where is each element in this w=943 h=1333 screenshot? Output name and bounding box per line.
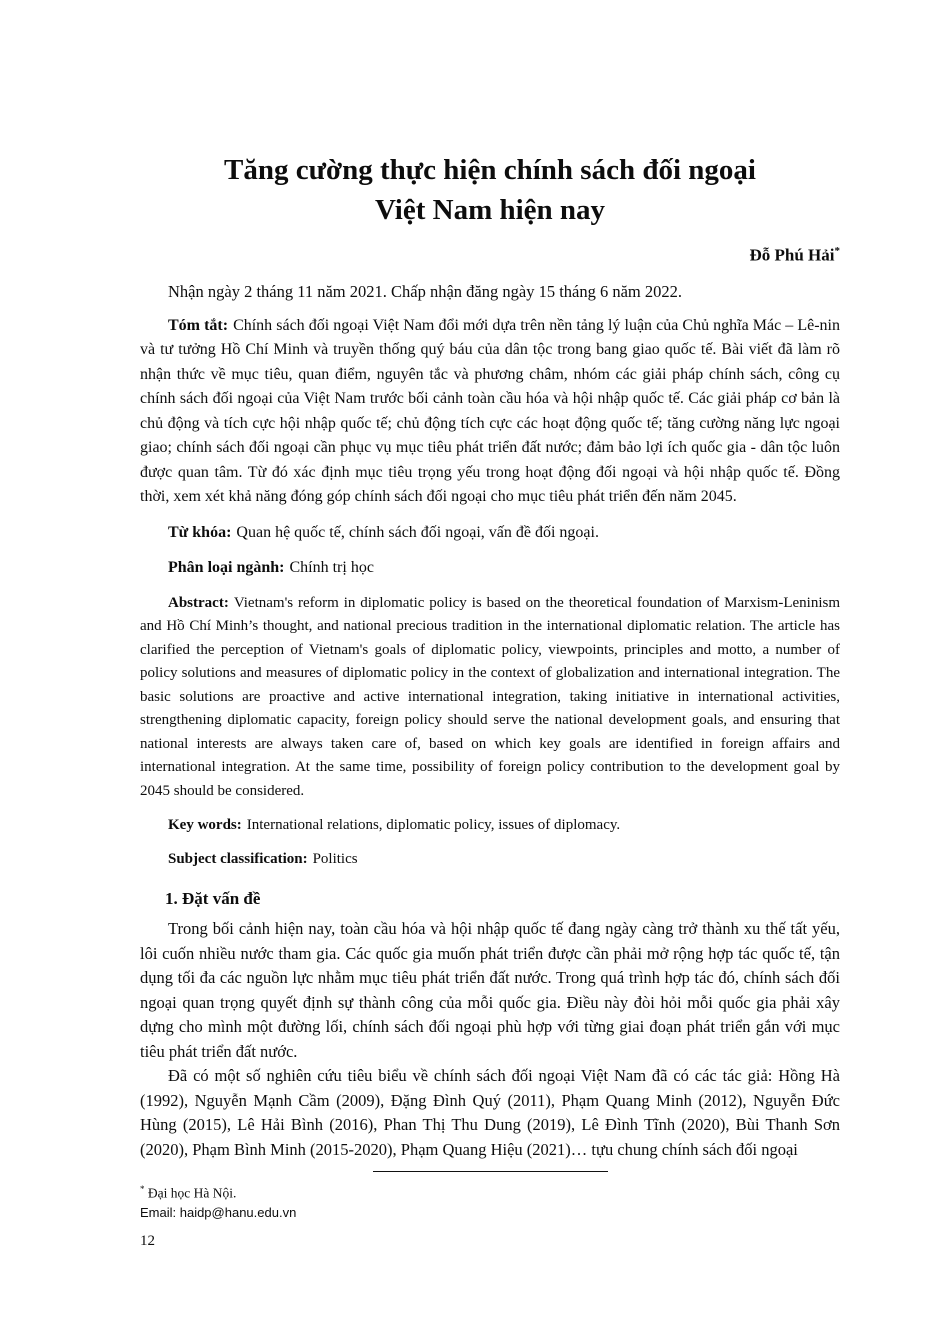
abstract-vi-text: Chính sách đối ngoại Việt Nam đổi mới dựa trên nền tảng lý luận của Chủ nghĩa Mác – Lê-nin và tư tưởng Hồ Chí Minh và truyền thống quý báu của dân tộc trong bang giao quốc tế. Bài viết đã làm rõ nhận thức về mục tiêu, quan điểm, nguyên tắc và phương châm, nhóm các giải pháp chính sách, công cụ chính sách đối ngoại của Việt Nam trước bối cảnh toàn cầu hóa và hội nhập quốc tế. Các giải pháp cơ bản là chủ động và tích cực hội nhập quốc tế; chủ động tích cực các hoạt động quốc tế; tăng cường năng lực ngoại giao; chính sách đối ngoại cần phục vụ mục tiêu phát triển đất nước; đảm bảo lợi ích quốc gia - dân tộc luôn được quan tâm. Từ đó xác định mục tiêu trọng yếu trong hoạt động đối ngoại và hội nhập quốc tế. Đồng thời, xem xét khả năng đóng góp chính sách đối ngoại cho mục tiêu phát triển đến năm 2045. <box>140 316 840 506</box>
title-line-2: Việt Nam hiện nay <box>374 194 606 226</box>
classification-vi-text: Chính trị học <box>289 558 374 576</box>
classification-vi-line <box>140 556 840 580</box>
title-line-1: Tăng cường thực hiện chính sách đối ngoại <box>224 154 756 186</box>
abstract-en-label: Abstract: <box>168 594 229 611</box>
abstract-en-paragraph <box>140 592 840 804</box>
keywords-vi-label: Từ khóa: <box>168 523 232 541</box>
keywords-en-label: Key words: <box>168 817 242 834</box>
author-line <box>140 240 840 267</box>
classification-en-text: Politics <box>312 851 358 868</box>
footnote-mark: * <box>140 1184 145 1195</box>
keywords-en-line <box>140 814 840 837</box>
footnote-affiliation <box>140 1180 840 1203</box>
keywords-vi-line <box>140 521 840 545</box>
section-1-heading: 1. Đặt vấn đề <box>165 889 261 909</box>
section-1-paragraph-2: Đã có một số nghiên cứu tiêu biểu về chính sách đối ngoại Việt Nam đã có các tác giả: Hồng Hà (1992), Nguyễn Mạnh Cầm (2009), Đặng Đình Quý (2011), Phạm Quang Minh (2012), Nguyễn Đức Hùng (2015), Lê Hải Bình (2016), Phan Thị Thu Dung (2019), Lê Đình Tĩnh (2020), Bùi Thanh Sơn (2020), Phạm Bình Minh (2015-2020), Phạm Quang Hiệu (2021)… tựu chung chính sách đối ngoại <box>140 1066 840 1159</box>
section-1-paragraph-1: Trong bối cảnh hiện nay, toàn cầu hóa và hội nhập quốc tế đang ngày càng trở thành xu thế tất yếu, lôi cuốn nhiều nước tham gia. Các quốc gia muốn phát triển được cần phải mở rộng hợp tác quốc tế, tận dụng tối đa các nguồn lực nhằm mục tiêu phát triển đất nước. Trong quá trình hợp tác đó, chính sách đối ngoại quan trọng quyết định sự thành công của mỗi quốc gia. Điều này đòi hỏi mỗi quốc gia phải xây dựng cho mình một đường lối, chính sách đối ngoại phù hợp với từng giai đoạn phát triển gắn với mục tiêu phát triển đất nước. <box>140 919 840 1061</box>
author-name: Đỗ Phú Hải <box>749 245 835 265</box>
classification-vi-label: Phân loại ngành: <box>168 558 285 576</box>
abstract-vi-paragraph <box>140 314 840 510</box>
keywords-en-text: International relations, diplomatic policy, issues of diplomacy. <box>246 817 621 834</box>
received-accepted-dateline: Nhận ngày 2 tháng 11 năm 2021. Chấp nhận đăng ngày 15 tháng 6 năm 2022. <box>168 281 683 301</box>
page-number: 12 <box>140 1232 155 1249</box>
classification-en-line <box>140 848 840 871</box>
abstract-vi-label: Tóm tắt: <box>168 316 229 334</box>
footnote-separator-rule <box>373 1171 608 1172</box>
keywords-vi-text: Quan hệ quốc tế, chính sách đối ngoại, vấn đề đối ngoại. <box>236 523 599 541</box>
page-title <box>140 150 840 230</box>
footnote-affiliation-text: Đại học Hà Nội. <box>147 1185 237 1201</box>
author-footnote-mark: * <box>834 245 840 257</box>
footnote <box>140 1180 840 1222</box>
footnote-email: Email: haidp@hanu.edu.vn <box>140 1204 297 1220</box>
classification-en-label: Subject classification: <box>168 851 308 868</box>
abstract-en-text: Vietnam's reform in diplomatic policy is based on the theoretical foundation of Marxism-Leninism and Hồ Chí Minh’s thought, and national precious tradition in the international diplomatic relation. The article has clarified the perception of Vietnam's goals of diplomatic policy, viewpoints, principles and motto, a number of policy solutions and measures of diplomatic policy in the context of globalization and international integration. The basic solutions are proactive and active international integration, taking initiative in international activities, strengthening diplomatic capacity, foreign policy should serve the national development goals, and ensuring that national interests are always taken care of, based on which key goals are identified in foreign affairs and international integration. At the same time, possibility of foreign policy contribution to the development goal by 2045 should be considered. <box>140 594 840 799</box>
